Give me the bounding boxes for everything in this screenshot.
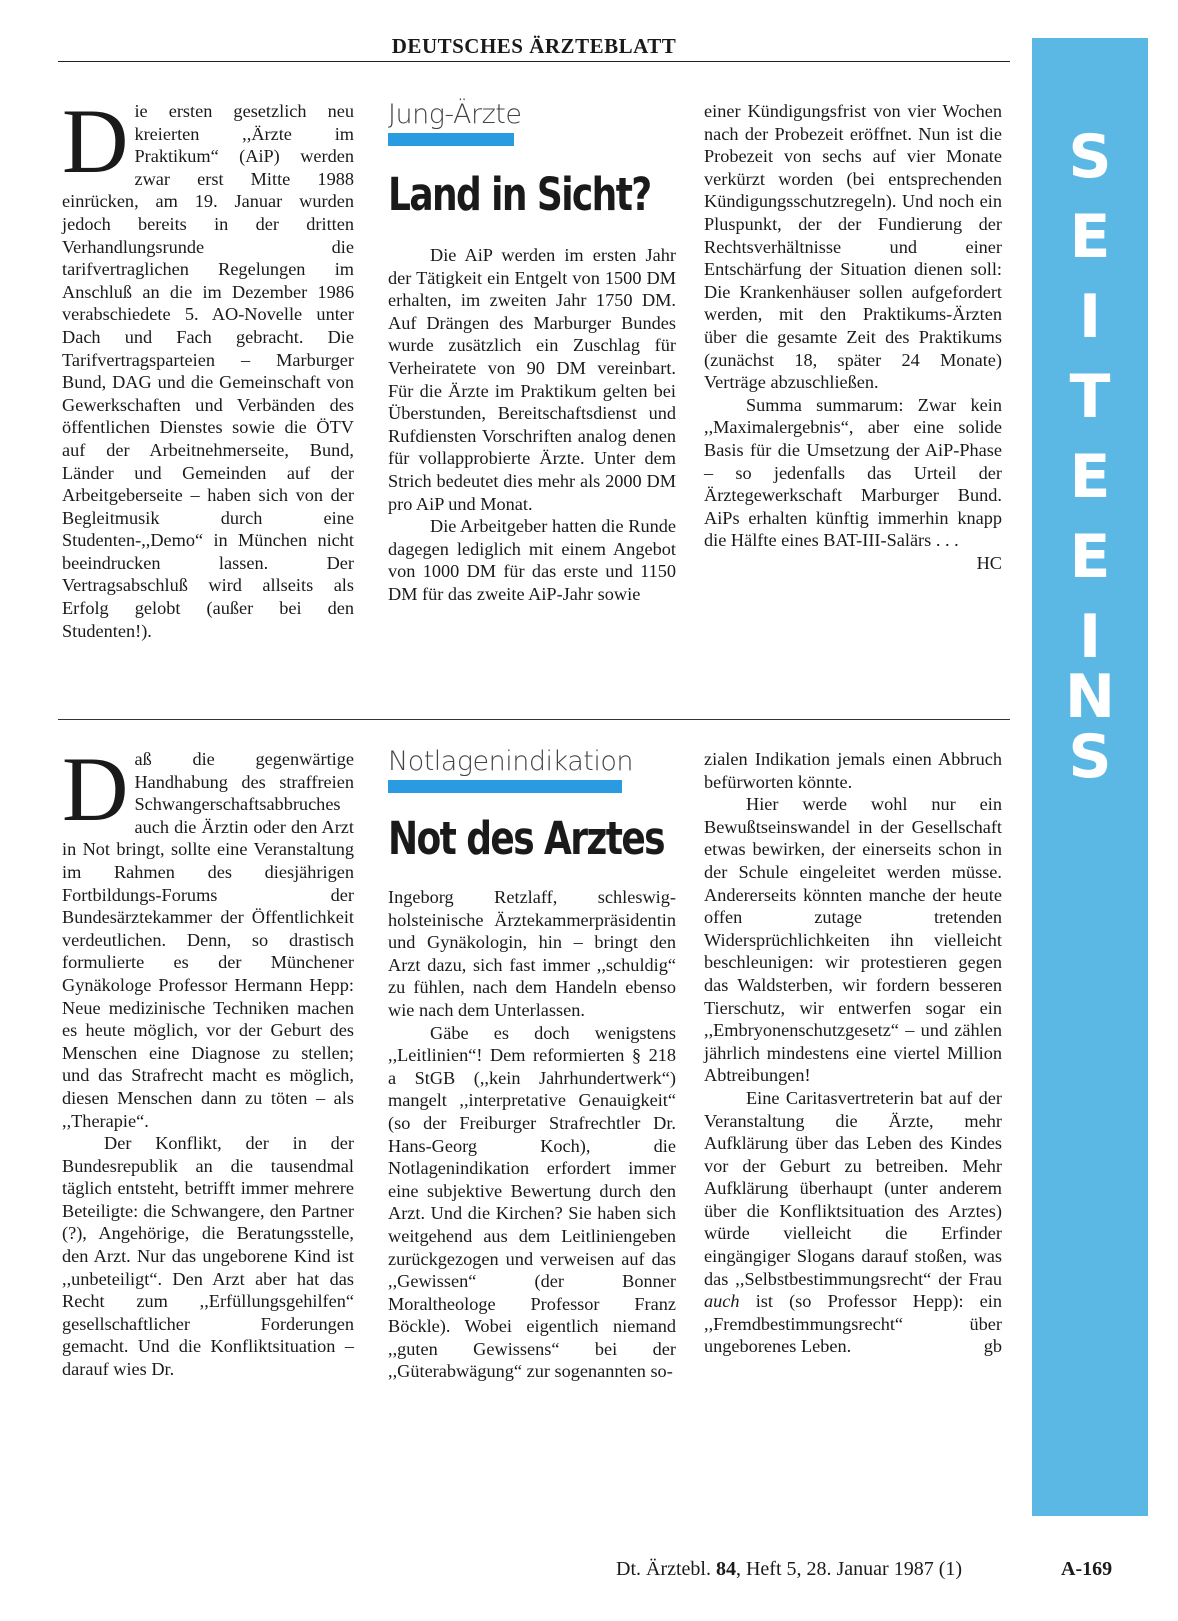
author-signature: HC	[976, 552, 1002, 573]
page-number: A-169	[1061, 1558, 1113, 1580]
article2-paragraph: zialen Indikation jemals einen Abbruch befürworten könnte.	[704, 749, 1002, 792]
author-signature: gb	[983, 1336, 1002, 1357]
article2-paragraph: Ingeborg Retzlaff, schleswig-holsteinische Ärztekammerpräsidentin und Gynäkologin, hin – bringt den Arzt dazu, sich fast immer ,,schuldig“ zu fühlen, nach dem Handeln ebenso wie nach dem Unterlassen.	[388, 887, 676, 1020]
article2-paragraph: Hier werde wohl nur ein Bewußtseinswandel in der Gesellschaft etwas bewirken, der einerseits schon in der Schule eingeleitet werden müsse. Andererseits könnten manche der heute offen zutage tretenden Widersprüchlichkeiten ihn vielleicht beschleunigen: wir protestieren gegen das Waldsterben, wir fordern besseren Tierschutz, wir entwerfen sogar ein ,,Embryonenschutzgesetz“ – und zählen jährlich mindestens eine viertel Million Abtreibungen!	[704, 794, 1002, 1086]
article2-paragraph: aß die gegenwärtige Handhabung des straffreien Schwangerschaftsabbruches auch die Ärztin oder den Arzt in Not bringt, sollte eine Veranstaltung im Rahmen des diesjährigen Fortbildungs-Forums der Bundesärztekammer der Öffentlichkeit verdeutlichen. Denn, so drastisch formulierte es der Münchener Gynäkologe Professor Hermann Hepp: Neue medizinische Techniken machen es heute möglich, vor der Geburt des Menschen eine Diagnose zu stellen; und das Strafrecht macht es möglich, diesen Menschen dann zu töten – als ,,Therapie“.	[62, 749, 354, 1131]
article2-paragraph: Eine Caritasvertreterin bat auf der Veranstaltung die Ärzte, mehr Aufklärung über das Leben des Kindes vor der Geburt zu betreiben. Mehr Aufklärung überhaupt (unter anderem über die Konfliktsituation des Arztes) würde vielleicht die Erfinder eingängiger Slogans darauf stoßen, was das ,,Selbstbestimmungsrecht“ der Frau	[704, 1087, 1002, 1289]
footer-issue: , Heft 5, 28. Januar 1987 (1)	[735, 1558, 963, 1580]
sidebar-letter: E	[1069, 202, 1111, 272]
article1-kicker: Jung-Ärzte	[388, 99, 522, 130]
page-footer	[616, 1558, 1116, 1581]
sidebar-letter: S	[1068, 722, 1112, 792]
article1-column-1	[62, 90, 354, 642]
article2-column-1	[62, 738, 354, 1381]
article2-headline: Not des Arztes	[388, 812, 664, 865]
kicker-underline-bar	[388, 780, 622, 793]
seite-eins-sidebar	[1032, 38, 1148, 1516]
article2-column-3	[704, 748, 1002, 1358]
article1-column-2	[388, 244, 676, 606]
sidebar-letter: I	[1078, 282, 1102, 352]
sidebar-letter: T	[1069, 362, 1111, 432]
article1-paragraph: ie ersten gesetzlich neu kreierten ,,Ärzte im Praktikum“ (AiP) werden zwar erst Mitte 1988 einrücken, am 19. Januar wurden jedoch bereits in der dritten Verhandlungsrunde die tarifvertraglichen Regelungen im Anschluß an die im Dezember 1986 verabschiedete 5. AO-Novelle unter Dach und Fach gebracht. Die Tarifvertragsparteien – Marburger Bund, DAG und die Gemeinschaft von Gewerkschaften und Verbänden des öffentlichen Dienstes sowie die ÖTV auf der Arbeitnehmerseite, Bund, Länder und Gemeinden auf der Arbeitgeberseite – haben sich von der Begleitmusik durch eine Studenten-,,Demo“ in München nicht beeindrucken lassen. Der Vertragsabschluß wird allseits als Erfolg gelobt (außer bei den Studenten!).	[62, 101, 354, 641]
article2-column-2	[388, 886, 676, 1383]
emphasis-word: auch	[704, 1291, 740, 1312]
article1-paragraph: Die AiP werden im ersten Jahr der Tätigkeit ein Entgelt von 1500 DM erhalten, im zweiten Jahr 1750 DM. Auf Drängen des Marburger Bundes wurde zusätzlich ein Zuschlag für Verheiratete von 90 DM vereinbart. Für die Ärzte im Praktikum gelten bei Überstunden, Bereitschaftsdienst und Rufdiensten Vorschriften analog denen für vollapprobierte Ärzte. Unter dem Strich bedeutet dies mehr als 2000 DM pro AiP und Monat.	[388, 245, 676, 514]
masthead: DEUTSCHES ÄRZTEBLATT	[58, 34, 1010, 62]
sidebar-letter: E	[1069, 442, 1111, 512]
article2-paragraph: Gäbe es doch wenigstens ,,Leitlinien“! Dem reformierten § 218 a StGB (,,kein Jahrhundertwerk“) mangelt ,,interpretative Genauigkeit“ (so der Freiburger Strafrechtler Dr. Hans-Georg Koch), die Notlagenindikation erfordert immer eine subjektive Bewertung durch den Arzt. Und die Kirchen? Sie haben sich weitgehend aus dem Leitliniengeben zurückgezogen und verweisen auf das ,,Gewissen“ (der Bonner Moraltheologe Professor Franz Böckle). Wobei eigentlich niemand ,,guten Gewissens“ bei der ,,Güterabwägung“ zur sogenannten so-	[388, 1022, 676, 1382]
article1-paragraph: Summa summarum: Zwar kein ,,Maximalergebnis“, aber eine solide Basis für die Umsetzung der AiP-Phase – so jedenfalls das Urteil der Ärztegewerkschaft Marburger Bund. AiPs erhalten künftig immerhin knapp die Hälfte eines BAT-III-Salärs . . .	[704, 394, 1002, 551]
sidebar-letter: I	[1078, 602, 1102, 672]
footer-citation: Dt. Ärztebl.	[616, 1558, 711, 1580]
dropcap: D	[62, 738, 129, 840]
article2-paragraph: Der Konflikt, der in der Bundesrepublik an die tausendmal täglich entsteht, betrifft immer mehrere Beteiligte: die Schwangere, den Partner (?), Angehörige, die Beratungsstelle, den Arzt. Nur das ungeborene Kind ist ,,unbeteiligt“. Den Arzt aber hat das Recht zum ,,Erfüllungsgehilfen“ gesellschaftlicher Forderungen gemacht. Und die Konfliktsituation – darauf wies Dr.	[62, 1133, 354, 1380]
dropcap: D	[62, 90, 129, 192]
article1-column-3	[704, 100, 1002, 574]
sidebar-letter: E	[1069, 522, 1111, 592]
article-divider	[58, 719, 1010, 720]
article1-paragraph: Die Arbeitgeber hatten die Runde dagegen lediglich mit einem Angebot von 1000 DM für das erste und 1150 DM für das zweite AiP-Jahr sowie	[388, 516, 676, 604]
article2-kicker: Notlagenindikation	[388, 746, 633, 777]
article1-headline: Land in Sicht?	[388, 168, 651, 221]
footer-volume: 84	[715, 1558, 736, 1580]
sidebar-letter: N	[1064, 662, 1116, 732]
article1-paragraph: einer Kündigungsfrist von vier Wochen nach der Probezeit eröffnet. Nun ist die Probezeit von sechs auf vier Monate verkürzt worden (bei entsprechenden Kündigungsschutzregeln). Und noch ein Pluspunkt, der der Fundierung der Rechtsverhältnisse und einer Entschärfung der Situation dienen soll: Die Krankenhäuser sollen aufgefordert werden, mit den Praktikums-Ärzten über die gesamte Zeit des Praktikums (zunächst 18, später 24 Monate) Verträge abzuschließen.	[704, 101, 1002, 393]
article2-paragraph: ist (so Professor Hepp): ein ,,Fremdbestimmungsrecht“ über ungeborenes Leben.	[704, 1291, 1002, 1357]
sidebar-letter: S	[1068, 122, 1112, 192]
kicker-underline-bar	[388, 133, 514, 146]
